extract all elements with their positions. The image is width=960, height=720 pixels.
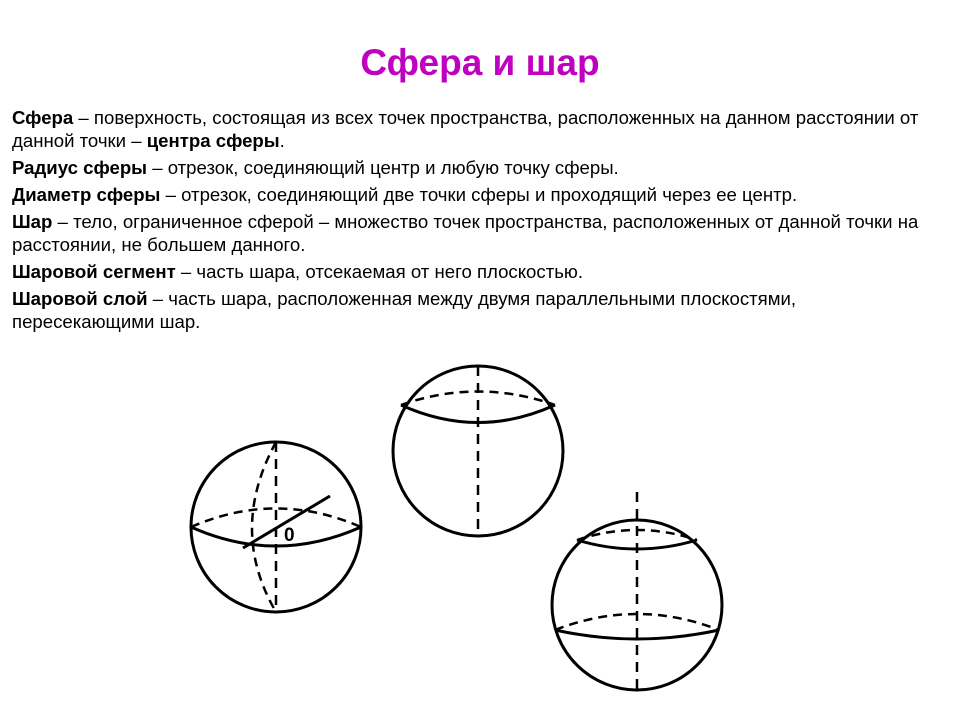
term-radius: Радиус сферы — [12, 157, 148, 178]
term-segment: Шаровой сегмент — [12, 261, 176, 282]
term-diameter: Диаметр сферы — [12, 184, 161, 205]
term-ball: Шар — [12, 211, 53, 232]
slide-title: Сфера и шар — [360, 42, 600, 83]
definition-text: – тело, ограниченное сферой – множество точек пространства, расположенных от данной точки на расстоянии, не большем данного. — [12, 211, 919, 255]
definition-text: – часть шара, расположенная между двумя параллельными плоскостями, пересекающими шар. — [12, 288, 797, 332]
definition-tail: . — [279, 130, 285, 151]
sphere-figure — [191, 442, 361, 612]
sphere-center-label: 0 — [284, 525, 295, 546]
term-sphere-center: центра сферы — [146, 130, 280, 151]
definition-text: – поверхность, состоящая из всех точек пространства, расположенных на данном расстоянии от данной точки – — [12, 107, 919, 151]
definition-text: – отрезок, соединяющий две точки сферы и проходящий через ее центр. — [160, 184, 798, 205]
definition-text: – часть шара, отсекаемая от него плоскостью. — [175, 261, 584, 282]
sphere-meridian-dashed — [252, 442, 276, 612]
ball-segment-figure — [393, 366, 563, 536]
term-sphere: Сфера — [12, 107, 74, 128]
ball-layer-figure — [552, 492, 722, 690]
definition-text: – отрезок, соединяющий центр и любую точку сферы. — [147, 157, 619, 178]
term-layer: Шаровой слой — [12, 288, 148, 309]
